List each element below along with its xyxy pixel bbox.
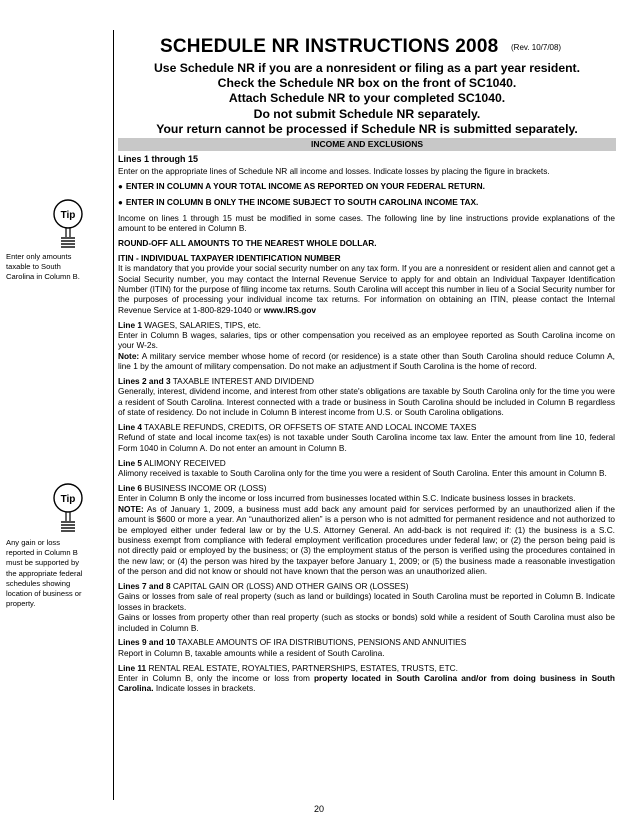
lines2-3-body: Generally, interest, dividend income, and interest from other state's obligations are taxable by South Carolina only for the time you were a resident of South Carolina. Interest connected with a trade or business in South Carolina should be included in Column B regardless of state of residency. Do not include in Column B interest income from U.S. or South Carolina obligations. xyxy=(118,386,615,418)
line-label: Line 6 xyxy=(118,482,142,493)
note-label: Note: xyxy=(118,350,140,361)
line-title: TAXABLE REFUNDS, CREDITS, OR OFFSETS OF STATE AND LOCAL INCOME TAXES xyxy=(144,422,477,433)
line5-body: Alimony received is taxable to South Carolina only for the time you were a resident of South Carolina. Enter this amount in Column B. xyxy=(118,468,607,479)
line6-note: As of January 1, 2009, a business must add back any amount paid for services performed by an unauthorized alien if the amount is $600 or more a year. An “unauthorized alien” is a person who is not admitted for permanent residence and not authorized to be employed either under federal law or by the U.S. Attorney General. An add-back is not required if: (1) the business is a S.C. business exempt from compliance with federal employment verification procedures under federal law; or (2) the person being paid is not directly paid or employed by the business; or (3) the employment status of the person is verified using the procedures contained in the new law; or (4) the person was hired by the taxpayer before January 1, 2009; or (5) the business made a reasonable investigation of the person and did not know or should not have known that the person was an unauthorized alien. xyxy=(118,503,615,577)
line-label: Line 11 xyxy=(118,662,147,673)
section-heading: INCOME AND EXCLUSIONS xyxy=(118,138,616,151)
line-label: Line 5 xyxy=(118,457,142,468)
tip-label: Tip xyxy=(60,494,76,505)
lines-1-15-heading: Lines 1 through 15 xyxy=(118,154,199,164)
lines-1-15-intro: Enter on the appropriate lines of Schedule NR all income and losses. Indicate losses by placing the figure in brackets. xyxy=(118,166,550,177)
modify-paragraph: Income on lines 1 through 15 must be modified in some cases. The following line by line instructions provide explanations of the amount to be entered in Column B. xyxy=(118,212,615,234)
roundoff-notice: ROUND-OFF ALL AMOUNTS TO THE NEAREST WHOLE DOLLAR. xyxy=(118,238,377,248)
line-label: Line 4 xyxy=(118,422,142,433)
tip-note: Enter only amounts taxable to South Carolina in Column B. xyxy=(6,252,80,282)
instructions-body xyxy=(118,154,615,698)
margin-rule xyxy=(113,30,114,800)
line1-note: A military service member whose home of record (or residence) is a state other than South Carolina should reduce Column A, line 1 by the amount of military compensation. Do not make an adjustment if South Carolina is the home of record. xyxy=(118,350,615,372)
lines7-8-body1: Gains or losses from sale of real property (such as land or buildings) located in South Carolina must be reported in Column B. Indicate losses in brackets. xyxy=(118,591,615,612)
lines9-10-body: Report in Column B, taxable amounts while a resident of South Carolina. xyxy=(118,647,385,658)
banner-notice xyxy=(118,61,616,137)
line-label: Line 1 xyxy=(118,319,142,330)
line1-body: Enter in Column B wages, salaries, tips or other compensation you received as an employee reported as South Carolina income on your W-2s. xyxy=(118,330,615,351)
page-title: SCHEDULE NR INSTRUCTIONS 2008 xyxy=(160,36,499,57)
tip-note: Any gain or loss reported in Column B must be supported by the appropriate federal schedules showing location of business or property. xyxy=(6,538,83,609)
line6-body: Enter in Column B only the income or loss incurred from businesses located within S.C. Indicate business losses in brackets. xyxy=(118,493,576,504)
banner-line: Use Schedule NR if you are a nonresident or filing as a part year resident. xyxy=(153,61,580,75)
itin-heading: ITIN - INDIVIDUAL TAXPAYER IDENTIFICATION NUMBER xyxy=(118,252,341,263)
note-label: NOTE: xyxy=(118,503,144,514)
line-title: RENTAL REAL ESTATE, ROYALTIES, PARTNERSHIPS, ESTATES, TRUSTS, ETC. xyxy=(148,662,458,673)
irs-link[interactable]: www.IRS.gov xyxy=(263,304,317,315)
banner-line: Attach Schedule NR to your completed SC1040. xyxy=(228,91,506,106)
line-label: Lines 2 and 3 xyxy=(118,376,171,387)
banner-line: Your return cannot be processed if Schedule NR is submitted separately. xyxy=(156,121,578,136)
line-label: Lines 9 and 10 xyxy=(118,637,176,648)
tip-icon xyxy=(48,482,88,538)
line11-body-post: Indicate losses in brackets. xyxy=(155,683,256,694)
tip-label: Tip xyxy=(60,210,76,221)
banner-line: Do not submit Schedule NR separately. xyxy=(253,106,481,121)
revision-date: (Rev. 10/7/08) xyxy=(511,43,562,52)
tip-icon xyxy=(48,198,88,254)
itin-body: It is mandatory that you provide your social security number on any tax form. If you are a nonresident or resident alien and cannot get a Social Security number, you may contact the Internal Revenue Service to apply for and obtain an Individual Taxpayer Identification Number (ITIN) for the purpose of filing income tax returns. South Carolina will accept this number in lieu of a Social Security number for the purposes of processing your individual income tax returns. For information on obtaining an ITIN, please contact the Internal Revenue Service at 1-800-829-1040 or xyxy=(118,263,615,315)
line-title: BUSINESS INCOME OR (LOSS) xyxy=(144,482,267,493)
line4-body: Refund of state and local income tax(es) is not taxable under South Carolina income tax law. Enter the amount from line 10, federal Form 1040 in Column A. Do not enter an amount in Column B. xyxy=(118,432,615,453)
line-title: CAPITAL GAIN OR (LOSS) AND OTHER GAINS OR (LOSSES) xyxy=(172,580,409,591)
line-title: ALIMONY RECEIVED xyxy=(143,457,226,468)
line-title: TAXABLE AMOUNTS OF IRA DISTRIBUTIONS, PENSIONS AND ANNUITIES xyxy=(177,637,467,648)
line11-body-pre: Enter in Column B, only the income or loss from xyxy=(118,672,310,683)
line-title: WAGES, SALARIES, TIPS, etc. xyxy=(144,319,261,330)
line-label: Lines 7 and 8 xyxy=(118,580,171,591)
bullet-column-b: ● ENTER IN COLUMN B ONLY THE INCOME SUBJECT TO SOUTH CAROLINA INCOME TAX. xyxy=(118,197,615,208)
line-title: TAXABLE INTEREST AND DIVIDEND xyxy=(172,376,314,387)
line11-body-bold: property located in South Carolina and/or from doing business in South Carolina. xyxy=(118,672,615,694)
banner-line: Check the Schedule NR box on the front of SC1040. xyxy=(217,76,517,91)
page-number: 20 xyxy=(313,804,324,814)
lines7-8-body2: Gains or losses from property other than real property (such as stocks or bonds) sold while a resident of South Carolina must also be included in Column B. xyxy=(118,612,615,633)
bullet-column-a: ● ENTER IN COLUMN A YOUR TOTAL INCOME AS REPORTED ON YOUR FEDERAL RETURN. xyxy=(118,181,615,192)
